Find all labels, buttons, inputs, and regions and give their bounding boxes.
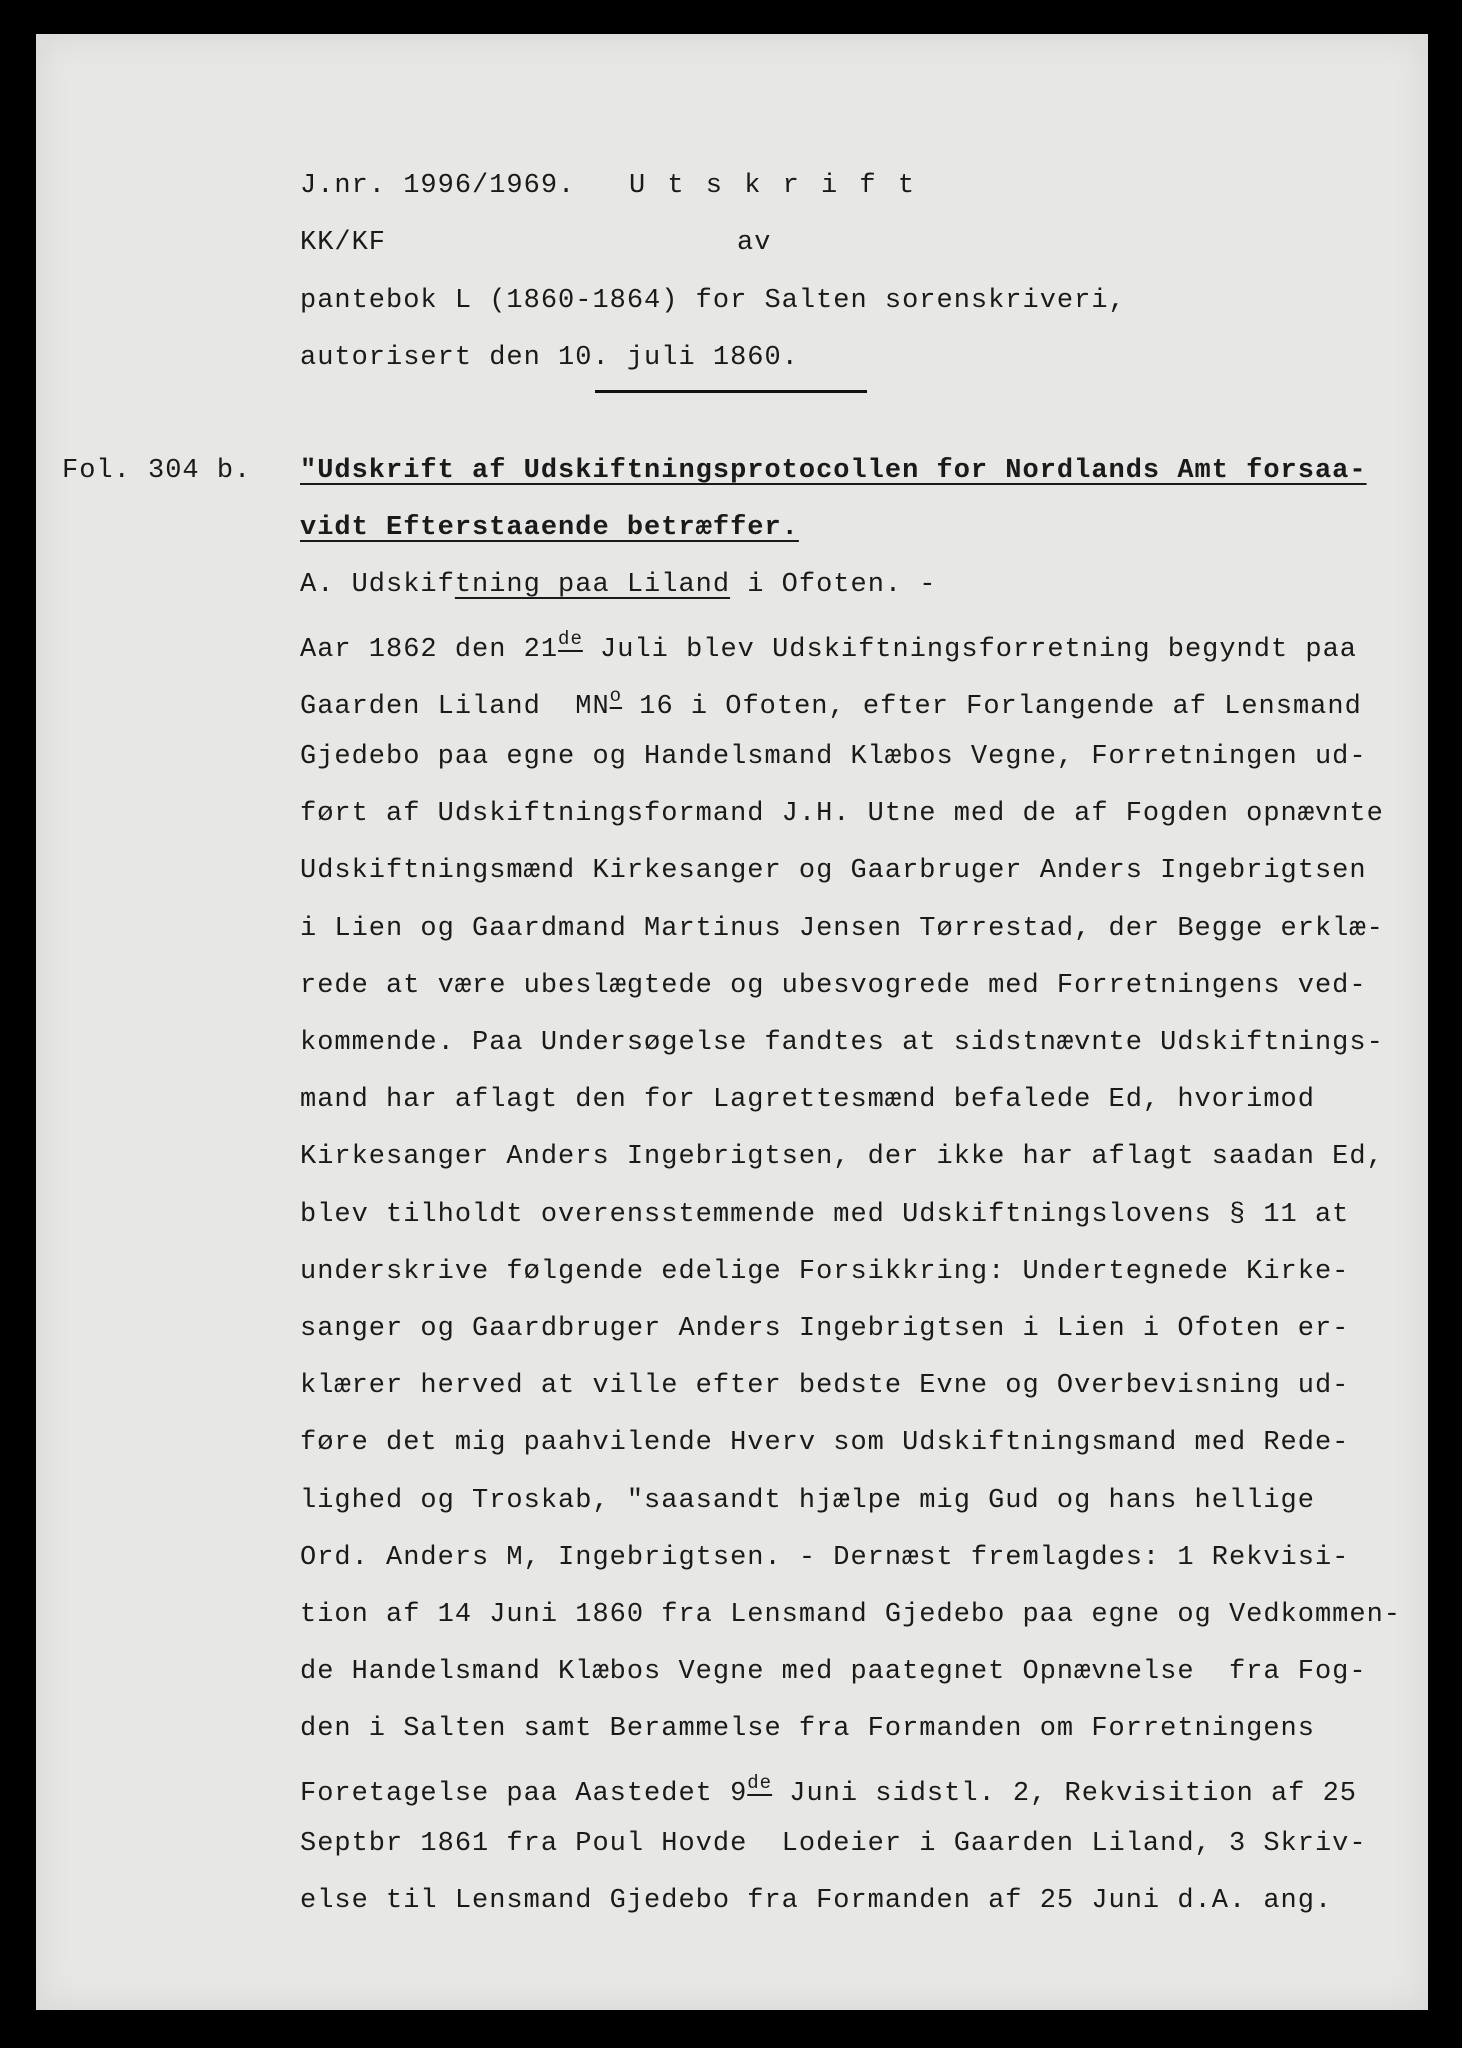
superscript-de: de bbox=[747, 1772, 773, 1794]
body-line: føre det mig paahvilende Hverv som Udskiftningsmand med Rede- bbox=[300, 1428, 1350, 1458]
document-title: U t s k r i f t bbox=[629, 171, 918, 201]
initials: KK/KF bbox=[300, 228, 387, 258]
section-suffix: i Ofoten. - bbox=[730, 570, 937, 600]
body-line: Ord. Anders M, Ingebrigtsen. - Dernæst fremlagdes: 1 Rekvisi- bbox=[300, 1543, 1350, 1573]
source-line: pantebok L (1860-1864) for Salten sorenskriveri, bbox=[300, 286, 1126, 316]
body-line: tion af 14 Juni 1860 fra Lensmand Gjedebo paa egne og Vedkommen- bbox=[300, 1600, 1401, 1630]
section-underlined: tning paa Liland bbox=[454, 570, 731, 600]
heading-line-2: vidt Efterstaaende betræffer. bbox=[300, 513, 799, 543]
section-heading bbox=[300, 572, 937, 599]
body-line: Udskiftningsmænd Kirkesanger og Gaarbruger Anders Ingebrigtsen bbox=[300, 856, 1367, 886]
authorisation-line: autorisert den 10. juli 1860. bbox=[300, 343, 799, 373]
body-line bbox=[300, 687, 1362, 721]
separator-rule bbox=[595, 390, 867, 393]
body-line-1-end: Juli blev Udskiftningsforretning begyndt paa bbox=[582, 635, 1357, 665]
body-line-21-start: Foretagelse paa Aastedet 9 bbox=[300, 1779, 748, 1809]
journal-number: J.nr. 1996/1969. bbox=[300, 171, 576, 201]
body-line: ført af Udskiftningsformand J.H. Utne med de af Fogden opnævnte bbox=[300, 799, 1384, 829]
superscript-o: o bbox=[609, 685, 623, 707]
body-line: blev tilholdt overensstemmende med Udskiftningslovens § 11 at bbox=[300, 1200, 1350, 1230]
body-line: sanger og Gaardbruger Anders Ingebrigtsen i Lien i Ofoten er- bbox=[300, 1314, 1350, 1344]
av-label: av bbox=[737, 228, 772, 258]
body-line: Kirkesanger Anders Ingebrigtsen, der ikke har aflagt saadan Ed, bbox=[300, 1142, 1384, 1172]
section-prefix: A. Udskif bbox=[300, 570, 455, 600]
superscript-de: de bbox=[558, 628, 583, 650]
body-line: kommende. Paa Undersøgelse fandtes at sidstnævnte Udskiftnings- bbox=[300, 1028, 1384, 1058]
body-line: underskrive følgende edelige Forsikkring: Undertegnede Kirke- bbox=[300, 1257, 1350, 1287]
body-line-2-end: 16 i Ofoten, efter Forlangende af Lensmand bbox=[622, 692, 1362, 722]
body-line-2-start: Gaarden Liland MN bbox=[300, 692, 610, 722]
folio-margin-note: Fol. 304 b. bbox=[62, 456, 252, 486]
body-line: klærer herved at ville efter bedste Evne og Overbevisning ud- bbox=[300, 1371, 1350, 1401]
body-line: Gjedebo paa egne og Handelsmand Klæbos Vegne, Forretningen ud- bbox=[300, 742, 1367, 772]
body-line bbox=[300, 630, 1357, 664]
body-line: lighed og Troskab, "saasandt hjælpe mig Gud og hans hellige bbox=[300, 1486, 1315, 1516]
body-line: de Handelsmand Klæbos Vegne med paategnet Opnævnelse fra Fog- bbox=[300, 1657, 1367, 1687]
body-line: mand har aflagt den for Lagrettesmænd befalede Ed, hvorimod bbox=[300, 1085, 1315, 1115]
body-line: i Lien og Gaardmand Martinus Jensen Tørrestad, der Begge erklæ- bbox=[300, 914, 1384, 944]
body-line: rede at være ubeslægtede og ubesvogrede med Forretningens ved- bbox=[300, 971, 1367, 1001]
body-line-1-start: Aar 1862 den 21 bbox=[300, 635, 559, 665]
body-line: else til Lensmand Gjedebo fra Formanden af 25 Juni d.A. ang. bbox=[300, 1886, 1333, 1916]
body-line: Septbr 1861 fra Poul Hovde Lodeier i Gaarden Liland, 3 Skriv- bbox=[300, 1829, 1367, 1859]
body-line-21-end: Juni sidstl. 2, Rekvisition af 25 bbox=[772, 1779, 1357, 1809]
body-line bbox=[300, 1774, 1357, 1808]
body-line: den i Salten samt Berammelse fra Formanden om Forretningens bbox=[300, 1714, 1315, 1744]
heading-line-1: "Udskrift af Udskiftningsprotocollen for Nordlands Amt forsaa- bbox=[300, 456, 1367, 486]
